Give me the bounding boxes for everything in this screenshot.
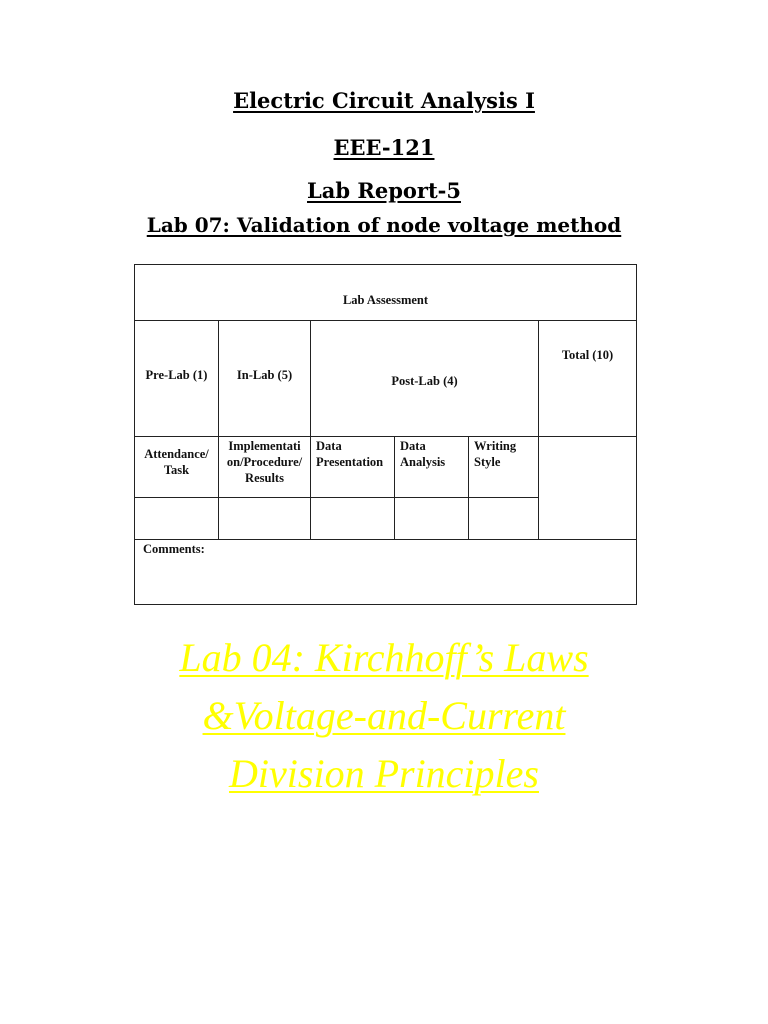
highlight-title-line-2: &Voltage-and-Current [202, 693, 566, 738]
course-title: Electric Circuit Analysis I [233, 88, 535, 113]
assessment-title: Lab Assessment [342, 293, 429, 307]
lab-title: Lab 07: Validation of node voltage method [146, 213, 622, 237]
table-divider [468, 436, 469, 540]
table-border-left [134, 264, 135, 605]
post-lab-header: Post-Lab (4) [391, 374, 458, 388]
table-divider [134, 436, 636, 437]
highlight-title-line-3: Division Principles [229, 751, 539, 796]
table-border-bottom [134, 604, 637, 605]
data-analysis-header: Data Analysis [400, 439, 446, 469]
highlight-title-line-1: Lab 04: Kirchhoff’s Laws [179, 635, 589, 680]
table-divider [134, 320, 636, 321]
table-divider [218, 320, 219, 540]
in-lab-header: In-Lab (5) [236, 368, 293, 382]
table-divider [134, 497, 538, 498]
writing-style-header: Writing Style [474, 439, 517, 469]
table-border-right [636, 264, 637, 605]
total-header: Total (10) [561, 348, 614, 362]
implementation-header: Implementati on/Procedure/ Results [226, 439, 303, 485]
table-divider [310, 320, 311, 540]
table-border-top [134, 264, 637, 265]
report-title: Lab Report-5 [307, 178, 461, 203]
comments-label: Comments: [143, 542, 205, 556]
pre-lab-header: Pre-Lab (1) [145, 368, 208, 382]
attendance-task-header: Attendance/ Task [144, 447, 209, 477]
table-divider [134, 539, 636, 540]
course-code: EEE-121 [333, 135, 435, 160]
data-presentation-header: Data Presentation [316, 439, 384, 469]
table-divider [394, 436, 395, 540]
